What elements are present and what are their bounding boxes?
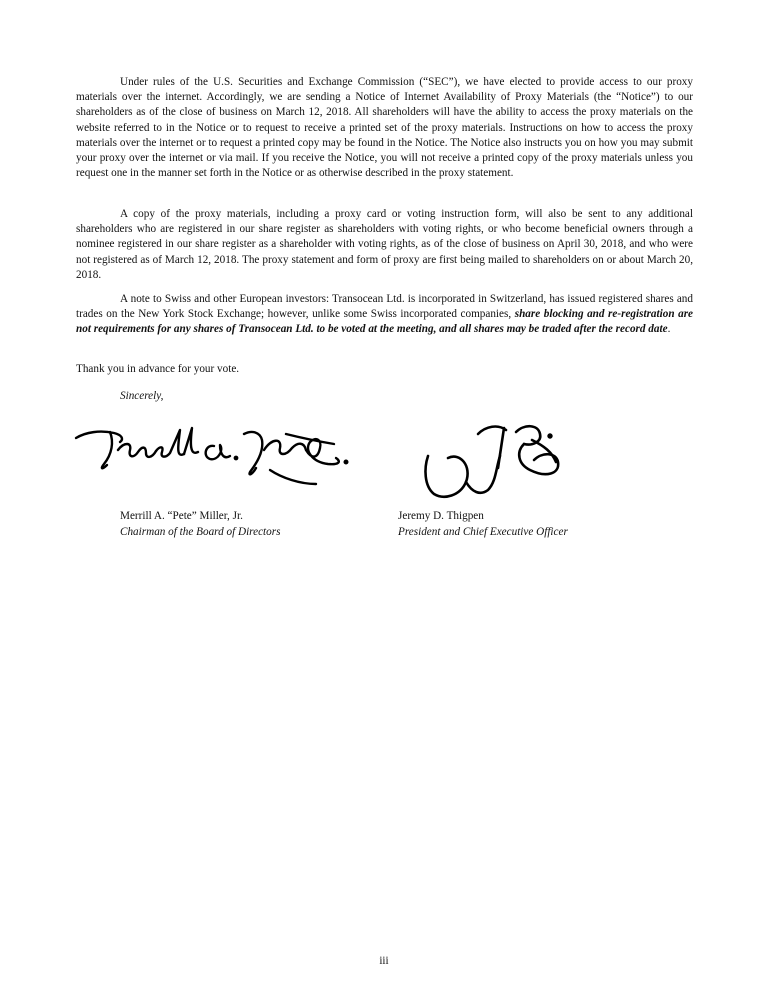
signature-miller (72, 412, 362, 502)
swiss-note-end: . (667, 323, 671, 336)
thanks-line: Thank you in advance for your vote. (76, 363, 240, 375)
closing-salutation: Sincerely, (120, 390, 164, 402)
swiss-note-emphasis: share blocking and re-registration are not requirements for any shares of Transocean Ltd. to be voted at the meeting, and all shares may be traded after the record date (76, 308, 694, 336)
signer-title: President and Chief Executive Officer (398, 525, 568, 538)
paragraph-swiss-investors (76, 292, 693, 338)
signature-thigpen (420, 412, 590, 504)
page-number: iii (379, 955, 389, 967)
swiss-note-text: A note to Swiss and other European investors: Transocean Ltd. is incorporated in Switzerland, has issued registered shares and trades on the New York Stock Exchange; however, unlike some Swiss incorporated companies, (76, 293, 693, 321)
signer-title: Chairman of the Board of Directors (120, 525, 281, 538)
signer-block-miller (120, 509, 280, 540)
paragraph-additional-shareholders: A copy of the proxy materials, including a proxy card or voting instruction form, will also be sent to any additional shareholders who are registered in our share register as shareholders with voting rights, or who become beneficial owners through a nominee registered in our share register as a shareholder with voting rights, as of the close of business on April 30, 2018, and who were not registered as of March 12, 2018. The proxy statement and form of proxy are first being mailed to shareholders on or about March 20, 2018. (76, 208, 693, 281)
signer-name: Jeremy D. Thigpen (398, 510, 484, 522)
signer-block-thigpen (398, 509, 568, 540)
signer-name: Merrill A. “Pete” Miller, Jr. (120, 510, 243, 522)
paragraph-proxy-access: Under rules of the U.S. Securities and Exchange Commission (“SEC”), we have elected to provide access to our proxy materials over the internet. Accordingly, we are sending a Notice of Internet Availability of Proxy Materials (the “Notice”) to our shareholders as of the close of business on March 12, 2018. All shareholders will have the ability to access the proxy materials on the website referred to in the Notice or to request to receive a printed set of the proxy materials. Instructions on how to access the proxy materials over the internet or to request a printed copy may be found in the Notice. The Notice also instructs you on how you may submit your proxy over the internet or via mail. If you receive the Notice, you will not receive a printed copy of the proxy materials unless you request one in the manner set forth in the Notice or as otherwise described in the proxy statement. (76, 76, 693, 180)
